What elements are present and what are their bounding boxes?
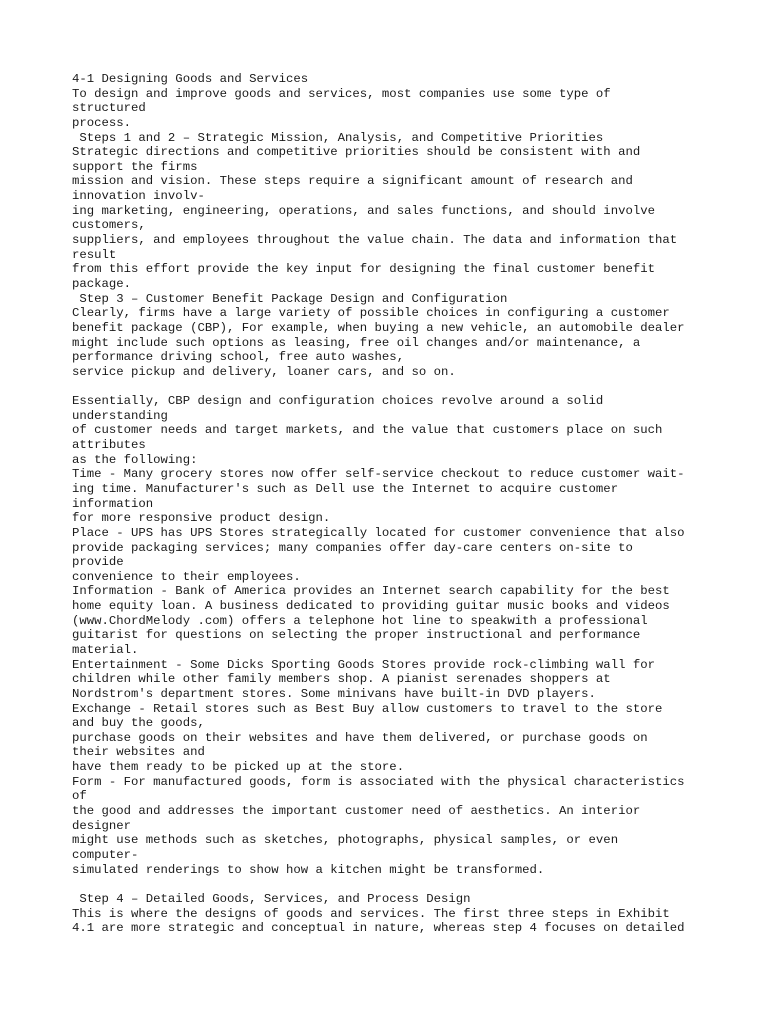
blank-line (72, 877, 768, 892)
text-line: service pickup and delivery, loaner cars, and so on. (72, 364, 456, 379)
text-line: attributes (72, 438, 146, 453)
text-line: convenience to their employees. (72, 569, 301, 584)
text-line: for more responsive product design. (72, 511, 331, 526)
text-line: result (72, 247, 117, 262)
text-line: Clearly, firms have a large variety of possible choices in configuring a customer (72, 306, 670, 321)
text-line: Place - UPS has UPS Stores strategically located for customer convenience that also (72, 525, 685, 540)
subheading-steps-1-2: Steps 1 and 2 – Strategic Mission, Analysis, and Competitive Priorities (72, 130, 604, 145)
blank-line (72, 379, 768, 394)
text-line: Exchange - Retail stores such as Best Buy allow customers to travel to the store (72, 701, 663, 716)
text-line: innovation involv- (72, 189, 205, 204)
text-line: home equity loan. A business dedicated to providing guitar music books and videos (72, 599, 670, 614)
text-line: from this effort provide the key input for designing the final customer benefit (72, 262, 655, 277)
text-line: provide packaging services; many companies offer day-care centers on-site to (72, 540, 633, 555)
text-line: customers, (72, 218, 146, 233)
text-line: Form - For manufactured goods, form is associated with the physical characteristics (72, 774, 685, 789)
section-title: 4-1 Designing Goods and Services (72, 72, 309, 86)
text-line: have them ready to be picked up at the store. (72, 760, 405, 775)
text-line: ing time. Manufacturer's such as Dell use the Internet to acquire customer (72, 481, 619, 496)
text-line: Time - Many grocery stores now offer self-service checkout to reduce customer wait- (72, 467, 685, 482)
subheading-step-4: Step 4 – Detailed Goods, Services, and Process Design (72, 891, 471, 906)
text-line: computer- (72, 847, 139, 862)
text-line: provide (72, 555, 124, 570)
text-line: material. (72, 642, 139, 657)
text-line: package. (72, 276, 132, 291)
text-line: Information - Bank of America provides an Internet search capability for the best (72, 584, 670, 599)
text-line: their websites and (72, 745, 205, 760)
text-line: the good and addresses the important customer need of aesthetics. An interior (72, 804, 641, 819)
text-line: as the following: (72, 452, 198, 467)
text-line: process. (72, 115, 132, 130)
text-line: information (72, 496, 154, 511)
text-line: children while other family members shop. A pianist serenades shoppers at (72, 672, 611, 687)
text-line: guitarist for questions on selecting the proper instructional and performance (72, 628, 641, 643)
text-line: To design and improve goods and services, most companies use some type of (72, 86, 611, 101)
text-line: support the firms (72, 159, 198, 174)
text-line: of customer needs and target markets, and the value that customers place on such (72, 423, 663, 438)
text-line: simulated renderings to show how a kitchen might be transformed. (72, 862, 545, 877)
text-line: understanding (72, 408, 168, 423)
text-line: 4.1 are more strategic and conceptual in nature, whereas step 4 focuses on detailed (72, 921, 685, 936)
text-line: Essentially, CBP design and configuration choices revolve around a solid (72, 394, 604, 409)
text-line: might include such options as leasing, free oil changes and/or maintenance, a (72, 335, 641, 350)
text-line: designer (72, 818, 132, 833)
text-line: and buy the goods, (72, 716, 205, 731)
text-line: Entertainment - Some Dicks Sporting Goods Stores provide rock-climbing wall for (72, 657, 655, 672)
text-line: performance driving school, free auto washes, (72, 350, 405, 365)
subheading-step-3: Step 3 – Customer Benefit Package Design and Configuration (72, 291, 508, 306)
text-line: of (72, 789, 87, 804)
text-line: (www.ChordMelody .com) offers a telephone hot line to speakwith a professional (72, 613, 648, 628)
text-line: might use methods such as sketches, photographs, physical samples, or even (72, 833, 619, 848)
text-line: suppliers, and employees throughout the value chain. The data and information that (72, 233, 678, 248)
text-line: Strategic directions and competitive priorities should be consistent with and (72, 145, 641, 160)
text-line: ing marketing, engineering, operations, and sales functions, and should involve (72, 203, 655, 218)
text-line: structured (72, 101, 146, 116)
text-line: This is where the designs of goods and services. The first three steps in Exhibit (72, 906, 670, 921)
text-line: benefit package (CBP), For example, when buying a new vehicle, an automobile dealer (72, 320, 685, 335)
text-line: Nordstrom's department stores. Some minivans have built-in DVD players. (72, 686, 596, 701)
text-line: purchase goods on their websites and have them delivered, or purchase goods on (72, 730, 648, 745)
text-line: mission and vision. These steps require a significant amount of research and (72, 174, 633, 189)
